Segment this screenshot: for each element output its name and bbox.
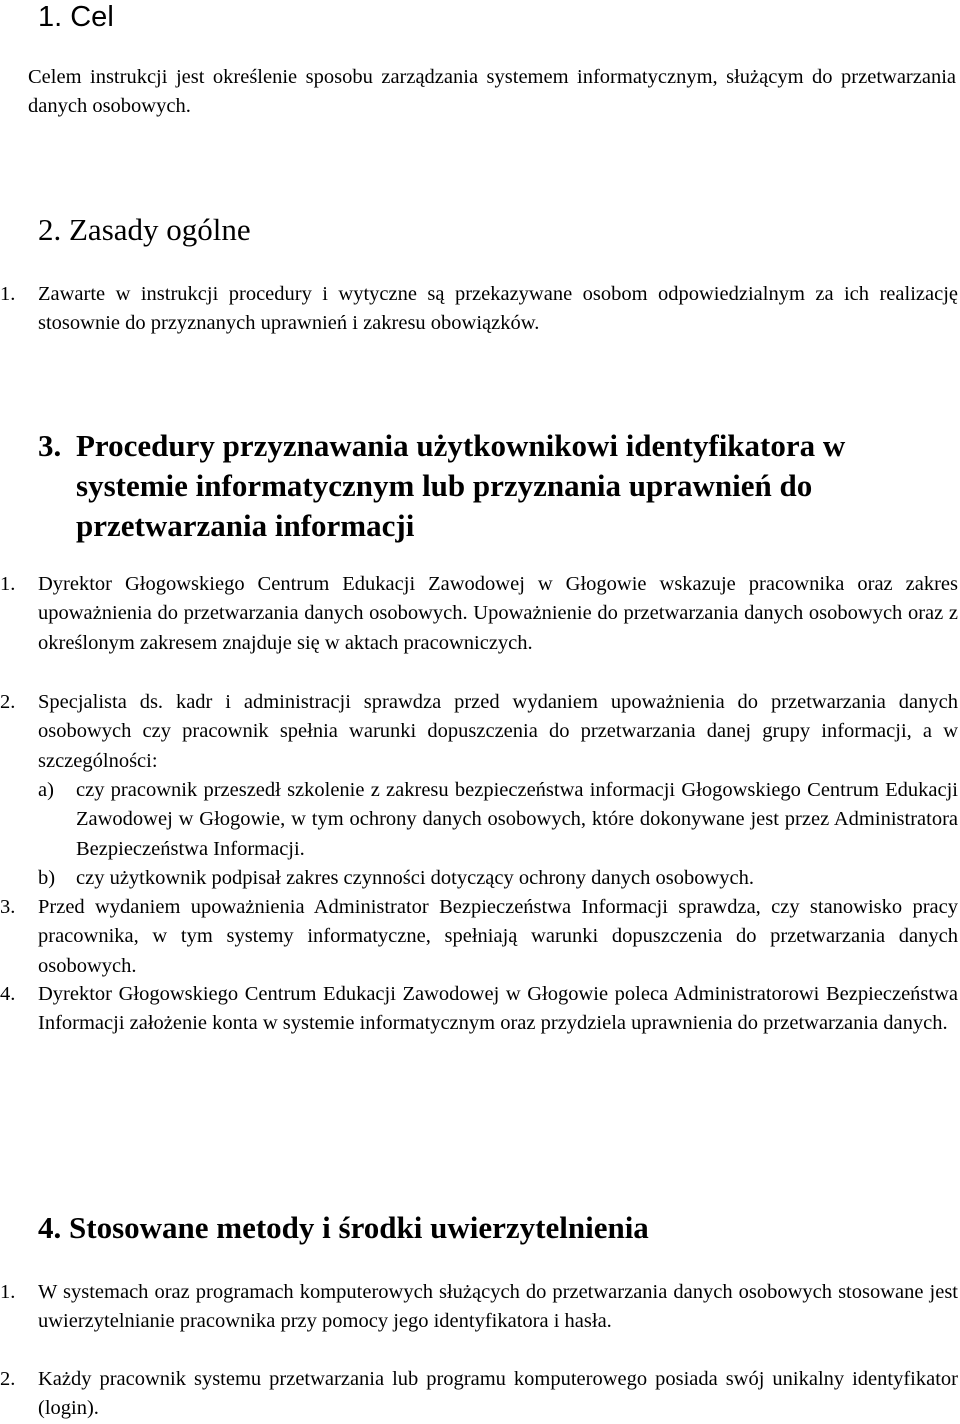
item-number: 1. [0, 1281, 16, 1303]
section-1-heading: 1. Cel [38, 1, 114, 33]
section-2-item-1 [0, 280, 958, 339]
heading-number: 3. [38, 428, 62, 463]
section-3-item-1 [0, 570, 958, 658]
section-3-heading [38, 426, 938, 546]
section-3-item-3 [0, 893, 958, 981]
section-1-text: Celem instrukcji jest określenie sposobu zarządzania systemem informatycznym, służącym do przetwarzania danych osobowych. [28, 66, 956, 118]
item-number: 1. [0, 283, 16, 305]
section-3-subitem-b [38, 864, 958, 893]
section-3-subitem-a [38, 776, 958, 864]
item-text: W systemach oraz programach komputerowych służących do przetwarzania danych osobowych stosowane jest uwierzytelnianie pracownika przy pomocy jego identyfikatora i hasła. [38, 1281, 958, 1333]
subitem-letter: b) [38, 867, 56, 889]
section-4-item-2 [0, 1365, 958, 1424]
section-3-item-4 [0, 980, 958, 1039]
item-text: Przed wydaniem upoważnienia Administrator Bezpieczeństwa Informacji sprawdza, czy stanowisko pracy pracownika, w tym systemy informatyczne, spełniają warunki dopuszczenia do przetwarzania danych osobowych. [38, 896, 958, 977]
subitem-letter: a) [38, 779, 54, 801]
item-number: 4. [0, 983, 16, 1005]
section-2-heading: 2. Zasady ogólne [38, 212, 251, 247]
item-text: Każdy pracownik systemu przetwarzania lub programu komputerowego posiada swój unikalny identyfikator (login). [38, 1368, 958, 1420]
item-text: Dyrektor Głogowskiego Centrum Edukacji Zawodowej w Głogowie wskazuje pracownika oraz zakres upoważnienia do przetwarzania danych osobowych. Upoważnienie do przetwarzania danych osobowych oraz z określonym zakresem znajduje się w aktach pracowniczych. [38, 573, 958, 654]
section-4-heading: 4. Stosowane metody i środki uwierzytelnienia [38, 1210, 649, 1245]
section-4-item-1 [0, 1278, 958, 1337]
heading-text: Procedury przyznawania użytkownikowi identyfikatora w systemie informatycznym lub przyznania uprawnień do przetwarzania informacji [76, 428, 846, 543]
item-text: Zawarte w instrukcji procedury i wytyczne są przekazywane osobom odpowiedzialnym za ich realizację stosownie do przyznanych uprawnień i zakresu obowiązków. [38, 283, 958, 335]
item-number: 2. [0, 691, 16, 713]
subitem-text: czy pracownik przeszedł szkolenie z zakresu bezpieczeństwa informacji Głogowskiego Centrum Edukacji Zawodowej w Głogowie, w tym ochrony danych osobowych, które dokonywane jest przez Administratora Bezpieczeństwa Informacji. [76, 779, 958, 860]
item-text: Specjalista ds. kadr i administracji sprawdza przed wydaniem upoważnienia do przetwarzania danych osobowych czy pracownik spełnia warunki dopuszczenia do przetwarzania danej grupy informacji, a w szczególności: [38, 691, 958, 772]
item-number: 3. [0, 896, 16, 918]
item-number: 1. [0, 573, 16, 595]
item-number: 2. [0, 1368, 16, 1390]
item-text: Dyrektor Głogowskiego Centrum Edukacji Zawodowej w Głogowie poleca Administratorowi Bezpieczeństwa Informacji założenie konta w systemie informatycznym oraz przydziela uprawnienia do przetwarzania danych. [38, 983, 958, 1035]
subitem-text: czy użytkownik podpisał zakres czynności dotyczący ochrony danych osobowych. [76, 867, 755, 889]
section-3-item-2 [0, 688, 958, 776]
